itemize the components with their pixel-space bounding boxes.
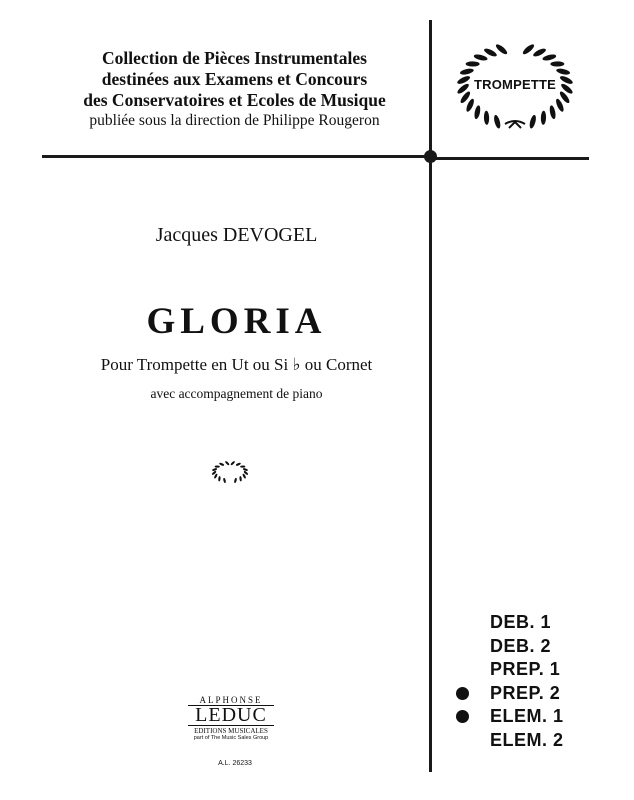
level-label: ELEM. 1 xyxy=(490,706,564,726)
laurel-leaf xyxy=(225,461,230,466)
publisher-editions: EDITIONS MUSICALES xyxy=(188,725,274,735)
laurel-leaf xyxy=(549,105,557,120)
collection-line-4: publiée sous la direction de Philippe Rougeron xyxy=(89,112,380,129)
laurel-leaf xyxy=(532,47,547,58)
level-label: PREP. 2 xyxy=(490,682,561,703)
laurel-leaf xyxy=(473,53,488,61)
accompaniment-note: avec accompagnement de piano xyxy=(150,386,323,401)
laurel-leaf xyxy=(528,114,537,129)
level-label: DEB. 1 xyxy=(490,612,552,632)
laurel-leaf xyxy=(495,43,509,56)
level-item xyxy=(452,681,592,705)
level-item xyxy=(452,657,592,681)
level-label: DEB. 2 xyxy=(490,635,552,656)
laurel-leaf xyxy=(218,476,221,481)
composer-name: Jacques DEVOGEL xyxy=(155,224,318,246)
piece-title: GLORIA xyxy=(146,301,327,342)
level-item xyxy=(452,634,592,658)
laurel-leaf xyxy=(493,114,502,129)
laurel-leaf xyxy=(556,68,571,76)
collection-line-1: Collection de Pièces Instrumentales xyxy=(102,48,367,68)
instrumentation-subtitle: Pour Trompette en Ut ou Si ♭ ou Cornet xyxy=(100,355,373,374)
laurel-leaf xyxy=(459,68,474,76)
publisher-name: LEDUC xyxy=(188,705,274,725)
laurel-leaf xyxy=(243,468,249,472)
publisher-group: part of The Music Sales Group xyxy=(193,735,269,741)
level-marker-4 xyxy=(456,710,469,723)
small-wreath-icon xyxy=(210,460,250,484)
laurel-leaf xyxy=(473,105,481,120)
level-list xyxy=(452,610,592,751)
level-label: PREP. 1 xyxy=(490,659,561,679)
laurel-leaf xyxy=(219,462,225,466)
laurel-leaf xyxy=(555,98,566,113)
level-item xyxy=(452,728,592,752)
laurel-leaf xyxy=(541,111,547,125)
laurel-leaf xyxy=(234,478,237,484)
collection-header xyxy=(42,48,427,131)
level-item xyxy=(452,610,592,634)
laurel-leaf xyxy=(223,478,226,484)
laurel-leaf xyxy=(230,461,235,466)
laurel-leaf xyxy=(465,98,476,113)
laurel-leaf xyxy=(521,43,535,56)
laurel-leaf xyxy=(215,465,220,467)
laurel-leaf xyxy=(483,47,498,58)
wreath-ribbon xyxy=(505,121,525,128)
horizontal-rule-right xyxy=(431,157,589,160)
laurel-leaf xyxy=(212,468,218,472)
horizontal-rule-left xyxy=(42,155,431,158)
laurel-leaf xyxy=(240,465,245,467)
level-label: ELEM. 2 xyxy=(490,729,564,750)
level-item xyxy=(452,704,592,728)
rule-junction xyxy=(424,150,437,163)
publisher-logo xyxy=(188,695,274,742)
laurel-leaf xyxy=(550,61,564,66)
laurel-leaf xyxy=(484,111,490,125)
laurel-leaf xyxy=(542,53,557,61)
publisher-top: ALPHONSE xyxy=(199,695,263,705)
instrument-badge-label: TROMPETTE xyxy=(474,77,556,92)
laurel-leaf xyxy=(466,61,480,66)
collection-line-2: destinées aux Examens et Concours xyxy=(101,69,368,89)
catalog-number: A.L. 26233 xyxy=(218,760,252,767)
level-marker-3 xyxy=(456,687,469,700)
laurel-leaf xyxy=(236,462,242,466)
laurel-leaf xyxy=(239,476,242,481)
collection-line-3: des Conservatoires et Ecoles de Musique xyxy=(83,90,386,110)
